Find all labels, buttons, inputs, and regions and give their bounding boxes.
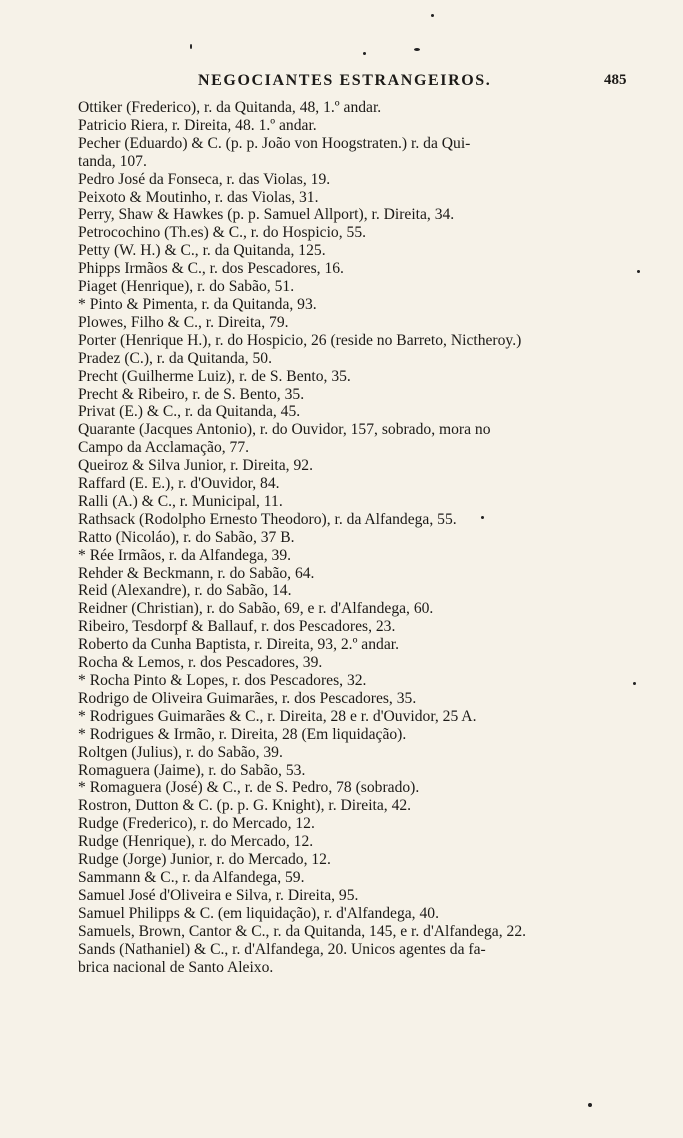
directory-entry <box>0 171 683 189</box>
directory-entry <box>0 851 683 869</box>
directory-entry <box>0 189 683 207</box>
entry-text: * Pinto & Pimenta, r. da Quitanda, 93. <box>78 295 317 313</box>
entry-text: Quarante (Jacques Antonio), r. do Ouvidor, 157, sobrado, mora no <box>78 421 491 439</box>
page-header <box>0 72 683 96</box>
entry-text: Rodrigo de Oliveira Guimarães, r. dos Pescadores, 35. <box>78 689 417 707</box>
directory-entry <box>0 260 683 278</box>
directory-entry <box>0 941 683 977</box>
entry-text: Phipps Irmãos & C., r. dos Pescadores, 16. <box>78 260 344 278</box>
entry-text: Rudge (Jorge) Junior, r. do Mercado, 12. <box>78 851 331 869</box>
directory-entry <box>0 815 683 833</box>
directory-entry <box>0 206 683 224</box>
directory-entry <box>0 565 683 583</box>
directory-entry <box>0 332 683 350</box>
directory-entry <box>0 779 683 797</box>
ink-speck <box>190 44 192 49</box>
entry-text: * Rée Irmãos, r. da Alfandega, 39. <box>78 546 292 564</box>
directory-entry <box>0 421 683 457</box>
directory-entry <box>0 582 683 600</box>
directory-entry <box>0 278 683 296</box>
entry-text: Perry, Shaw & Hawkes (p. p. Samuel Allport), r. Direita, 34. <box>78 206 455 224</box>
entry-text: Reidner (Christian), r. do Sabão, 69, e r. d'Alfandega, 60. <box>78 600 434 618</box>
directory-entry <box>0 403 683 421</box>
entry-continuation: brica nacional de Santo Aleixo. <box>78 958 274 976</box>
directory-entry <box>0 135 683 171</box>
directory-entry <box>0 242 683 260</box>
entry-text: Reid (Alexandre), r. do Sabão, 14. <box>78 582 292 600</box>
entry-text: Ottiker (Frederico), r. da Quitanda, 48, 1.º andar. <box>78 99 382 116</box>
directory-entry <box>0 797 683 815</box>
entry-text: Pecher (Eduardo) & C. (p. p. João von Hoogstraten.) r. da Qui- <box>78 134 471 152</box>
entry-text: Rudge (Frederico), r. do Mercado, 12. <box>78 815 315 833</box>
entry-text: Ribeiro, Tesdorpf & Ballauf, r. dos Pescadores, 23. <box>78 618 396 636</box>
entry-text: * Rodrigues Guimarães & C., r. Direita, 28 e r. d'Ouvidor, 25 A. <box>78 707 477 725</box>
entry-text: Peixoto & Moutinho, r. das Violas, 31. <box>78 188 319 206</box>
directory-entry <box>0 726 683 744</box>
entry-text: * Rodrigues & Irmão, r. Direita, 28 (Em liquidação). <box>78 725 407 743</box>
entry-text: Rudge (Henrique), r. do Mercado, 12. <box>78 833 314 851</box>
directory-entry <box>0 224 683 242</box>
entry-text: Precht & Ribeiro, r. de S. Bento, 35. <box>78 385 305 403</box>
entry-text: * Romaguera (José) & C., r. de S. Pedro, 78 (sobrado). <box>78 779 420 797</box>
entry-text: Samuel Philipps & C. (em liquidação), r. d'Alfandega, 40. <box>78 904 439 922</box>
directory-entry <box>0 547 683 565</box>
entry-text: Raffard (E. E.), r. d'Ouvidor, 84. <box>78 475 280 493</box>
entry-text: Pradez (C.), r. da Quitanda, 50. <box>78 349 273 367</box>
entry-text: Romaguera (Jaime), r. do Sabão, 53. <box>78 761 306 779</box>
entry-text: Privat (E.) & C., r. da Quitanda, 45. <box>78 403 301 421</box>
entry-text: Samuel José d'Oliveira e Silva, r. Direita, 95. <box>78 886 359 904</box>
ink-speck <box>637 270 640 273</box>
entry-continuation: tanda, 107. <box>78 152 147 170</box>
directory-entry <box>0 654 683 672</box>
directory-entry <box>0 511 683 529</box>
directory-entry <box>0 475 683 493</box>
entry-text: Ralli (A.) & C., r. Municipal, 11. <box>78 492 283 510</box>
directory-entry <box>0 636 683 654</box>
directory-entry <box>0 744 683 762</box>
directory-entry <box>0 350 683 368</box>
directory-entry <box>0 833 683 851</box>
directory-entry <box>0 708 683 726</box>
directory-entry <box>0 672 683 690</box>
entry-text: Ratto (Nicoláo), r. do Sabão, 37 B. <box>78 528 295 546</box>
entry-text: Porter (Henrique H.), r. do Hospicio, 26 (reside no Barreto, Nictheroy.) <box>78 331 522 349</box>
page-number: 485 <box>604 72 627 88</box>
directory-entry <box>0 529 683 547</box>
entry-text: Rehder & Beckmann, r. do Sabão, 64. <box>78 564 315 582</box>
entry-text: Sands (Nathaniel) & C., r. d'Alfandega, 20. Unicos agentes da fa- <box>78 940 486 958</box>
entry-text: Piaget (Henrique), r. do Sabão, 51. <box>78 278 295 296</box>
directory-entry <box>0 493 683 511</box>
directory-entry <box>0 117 683 135</box>
entry-text: * Rocha Pinto & Lopes, r. dos Pescadores, 32. <box>78 672 367 689</box>
directory-entry <box>0 905 683 923</box>
entry-text: Petrocochino (Th.es) & C., r. do Hospicio, 55. <box>78 224 367 242</box>
directory-entry <box>0 368 683 386</box>
entry-continuation: Campo da Acclamação, 77. <box>78 439 250 457</box>
entry-text: Samuels, Brown, Cantor & C., r. da Quitanda, 145, e r. d'Alfandega, 22. <box>78 922 527 940</box>
entry-text: Rathsack (Rodolpho Ernesto Theodoro), r. da Alfandega, 55. <box>78 510 457 528</box>
directory-entry <box>0 386 683 404</box>
directory-entry <box>0 314 683 332</box>
directory-entry <box>0 296 683 314</box>
directory-entry <box>0 923 683 941</box>
ink-speck <box>588 1103 592 1107</box>
entry-text: Roberto da Cunha Baptista, r. Direita, 93, 2.º andar. <box>78 636 399 654</box>
directory-entry <box>0 99 683 117</box>
directory-list <box>0 99 683 976</box>
directory-entry <box>0 600 683 618</box>
directory-entry <box>0 690 683 708</box>
entry-text: Precht (Guilherme Luiz), r. de S. Bento, 35. <box>78 367 351 385</box>
ink-speck <box>414 48 420 51</box>
directory-entry <box>0 887 683 905</box>
running-title: NEGOCIANTES ESTRANGEIROS. <box>198 72 492 89</box>
directory-entry <box>0 762 683 780</box>
ink-speck <box>633 682 636 685</box>
directory-entry <box>0 457 683 475</box>
entry-text: Petty (W. H.) & C., r. da Quitanda, 125. <box>78 242 326 260</box>
entry-text: Pedro José da Fonseca, r. das Violas, 19. <box>78 170 331 188</box>
entry-text: Plowes, Filho & C., r. Direita, 79. <box>78 313 289 331</box>
entry-text: Rocha & Lemos, r. dos Pescadores, 39. <box>78 654 323 672</box>
directory-entry <box>0 869 683 887</box>
ink-speck <box>431 14 434 17</box>
directory-entry <box>0 618 683 636</box>
entry-text: Sammann & C., r. da Alfandega, 59. <box>78 868 305 886</box>
ink-speck <box>363 52 366 55</box>
entry-text: Rostron, Dutton & C. (p. p. G. Knight), r. Direita, 42. <box>78 797 412 815</box>
entry-text: Roltgen (Julius), r. do Sabão, 39. <box>78 743 283 761</box>
entry-text: Patricio Riera, r. Direita, 48. 1.º andar. <box>78 116 317 134</box>
entry-text: Queiroz & Silva Junior, r. Direita, 92. <box>78 457 313 475</box>
ink-speck <box>481 516 484 519</box>
